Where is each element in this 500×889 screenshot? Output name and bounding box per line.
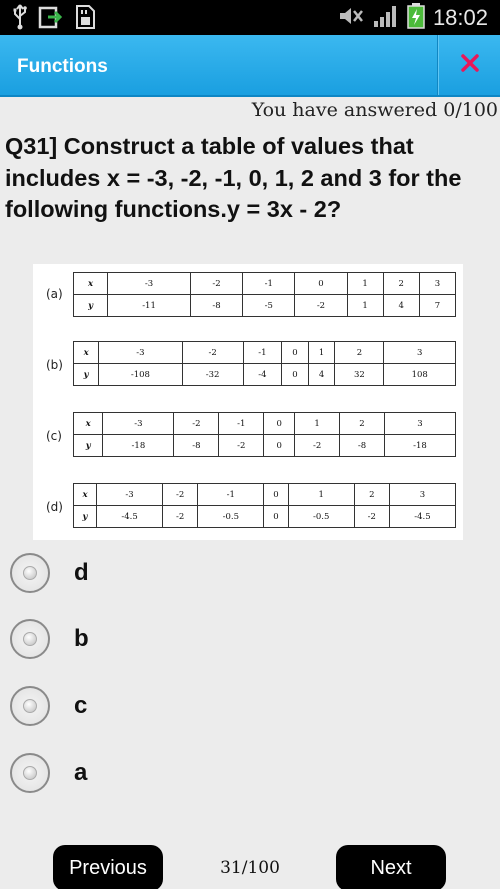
table-cell: -3 xyxy=(99,342,182,364)
table-cell: 0 xyxy=(264,506,288,528)
table-cell: -3 xyxy=(97,484,163,506)
answer-option-b[interactable] xyxy=(10,617,310,661)
values-table xyxy=(73,412,456,457)
table-cell: -3 xyxy=(108,273,191,295)
radio-dot-icon xyxy=(23,766,37,780)
status-bar xyxy=(0,0,500,35)
table-cell: 3 xyxy=(384,413,455,435)
table-cell: -0.5 xyxy=(198,506,264,528)
table-cell: -2 xyxy=(190,273,242,295)
question-figure xyxy=(33,264,463,540)
radio-dot-icon xyxy=(23,566,37,580)
table-cell: 0 xyxy=(264,484,288,506)
radio-button[interactable] xyxy=(10,753,50,793)
question-text: Q31] Construct a table of values that includes x = -3, -2, -1, 0, 1, 2 and 3 for the following functions.y = 3x - 2? xyxy=(5,133,462,222)
battery-charging-icon xyxy=(407,3,425,33)
answer-option-a[interactable] xyxy=(10,751,310,795)
values-table xyxy=(73,272,456,317)
table-header-cell: y xyxy=(74,506,97,528)
action-bar xyxy=(0,35,500,97)
table-row xyxy=(74,484,456,506)
table-cell: 0 xyxy=(282,342,309,364)
status-right-icons xyxy=(337,3,488,33)
table-cell: -4.5 xyxy=(389,506,455,528)
previous-button[interactable]: Previous xyxy=(53,845,163,889)
table-cell: 0 xyxy=(264,435,295,457)
table-cell: 3 xyxy=(419,273,455,295)
table-cell: 32 xyxy=(335,364,384,386)
table-cell: -108 xyxy=(99,364,182,386)
table-cell: 3 xyxy=(389,484,455,506)
table-cell: 3 xyxy=(384,342,456,364)
table-cell: -8 xyxy=(174,435,219,457)
table-cell: -2 xyxy=(163,484,198,506)
table-header-cell: x xyxy=(74,413,103,435)
table-cell: -2 xyxy=(354,506,389,528)
sd-card-icon xyxy=(74,4,96,34)
table-label: (d) xyxy=(46,500,63,514)
table-row xyxy=(74,364,456,386)
table-cell: -1 xyxy=(198,484,264,506)
table-cell: -2 xyxy=(182,342,243,364)
page-indicator: 31/100 xyxy=(220,858,280,878)
share-icon xyxy=(38,4,64,34)
table-row xyxy=(74,273,456,295)
table-cell: 2 xyxy=(354,484,389,506)
radio-dot-icon xyxy=(23,632,37,646)
next-button[interactable]: Next xyxy=(336,845,446,889)
table-cell: -2 xyxy=(219,435,264,457)
table-cell: -8 xyxy=(190,295,242,317)
table-cell: -18 xyxy=(384,435,455,457)
usb-icon xyxy=(12,4,28,34)
answered-count: You have answered 0/100 xyxy=(251,99,498,121)
table-header-cell: x xyxy=(74,484,97,506)
table-cell: -2 xyxy=(174,413,219,435)
table-cell: -1 xyxy=(243,342,282,364)
mute-icon xyxy=(337,4,365,32)
clock: 18:02 xyxy=(432,5,488,30)
radio-dot-icon xyxy=(23,699,37,713)
table-cell: -2 xyxy=(295,295,347,317)
option-label: c xyxy=(74,692,88,719)
screen-title: Functions xyxy=(17,56,108,77)
table-header-cell: y xyxy=(74,295,108,317)
table-header-cell: y xyxy=(74,364,99,386)
answer-option-d[interactable] xyxy=(10,551,310,595)
table-cell: -3 xyxy=(103,413,174,435)
table-label: (a) xyxy=(46,287,63,301)
table-header-cell: x xyxy=(74,273,108,295)
radio-button[interactable] xyxy=(10,619,50,659)
table-cell: -8 xyxy=(340,435,385,457)
table-cell: -4.5 xyxy=(97,506,163,528)
table-cell: 1 xyxy=(288,484,354,506)
table-label: (b) xyxy=(46,358,63,372)
option-label: b xyxy=(74,625,89,652)
table-cell: -18 xyxy=(103,435,174,457)
table-cell: -11 xyxy=(108,295,191,317)
table-cell: 1 xyxy=(308,342,335,364)
option-label: d xyxy=(74,559,89,586)
table-row xyxy=(74,413,456,435)
table-cell: 1 xyxy=(347,273,383,295)
table-cell: 0 xyxy=(264,413,295,435)
table-cell: 0 xyxy=(295,273,347,295)
table-cell: 2 xyxy=(383,273,419,295)
table-label: (c) xyxy=(46,429,62,443)
table-cell: -2 xyxy=(163,506,198,528)
status-left-icons xyxy=(12,4,96,34)
values-table xyxy=(73,483,456,528)
table-header-cell: y xyxy=(74,435,103,457)
close-button[interactable] xyxy=(439,35,500,95)
table-cell: 0 xyxy=(282,364,309,386)
signal-icon xyxy=(373,4,399,32)
answer-option-c[interactable] xyxy=(10,684,310,728)
table-cell: 7 xyxy=(419,295,455,317)
table-row xyxy=(74,435,456,457)
option-label: a xyxy=(74,759,88,786)
table-cell: 4 xyxy=(383,295,419,317)
table-cell: 4 xyxy=(308,364,335,386)
table-row xyxy=(74,295,456,317)
table-header-cell: x xyxy=(74,342,99,364)
close-icon xyxy=(461,54,479,76)
radio-button[interactable] xyxy=(10,686,50,726)
table-cell: 108 xyxy=(384,364,456,386)
table-cell: -5 xyxy=(243,295,295,317)
table-cell: -2 xyxy=(295,435,340,457)
table-cell: 1 xyxy=(295,413,340,435)
table-cell: -1 xyxy=(219,413,264,435)
table-cell: -32 xyxy=(182,364,243,386)
table-row xyxy=(74,342,456,364)
table-cell: 2 xyxy=(335,342,384,364)
table-cell: -4 xyxy=(243,364,282,386)
table-row xyxy=(74,506,456,528)
table-cell: -1 xyxy=(243,273,295,295)
table-cell: 1 xyxy=(347,295,383,317)
table-cell: -0.5 xyxy=(288,506,354,528)
values-table xyxy=(73,341,456,386)
table-cell: 2 xyxy=(340,413,385,435)
radio-button[interactable] xyxy=(10,553,50,593)
